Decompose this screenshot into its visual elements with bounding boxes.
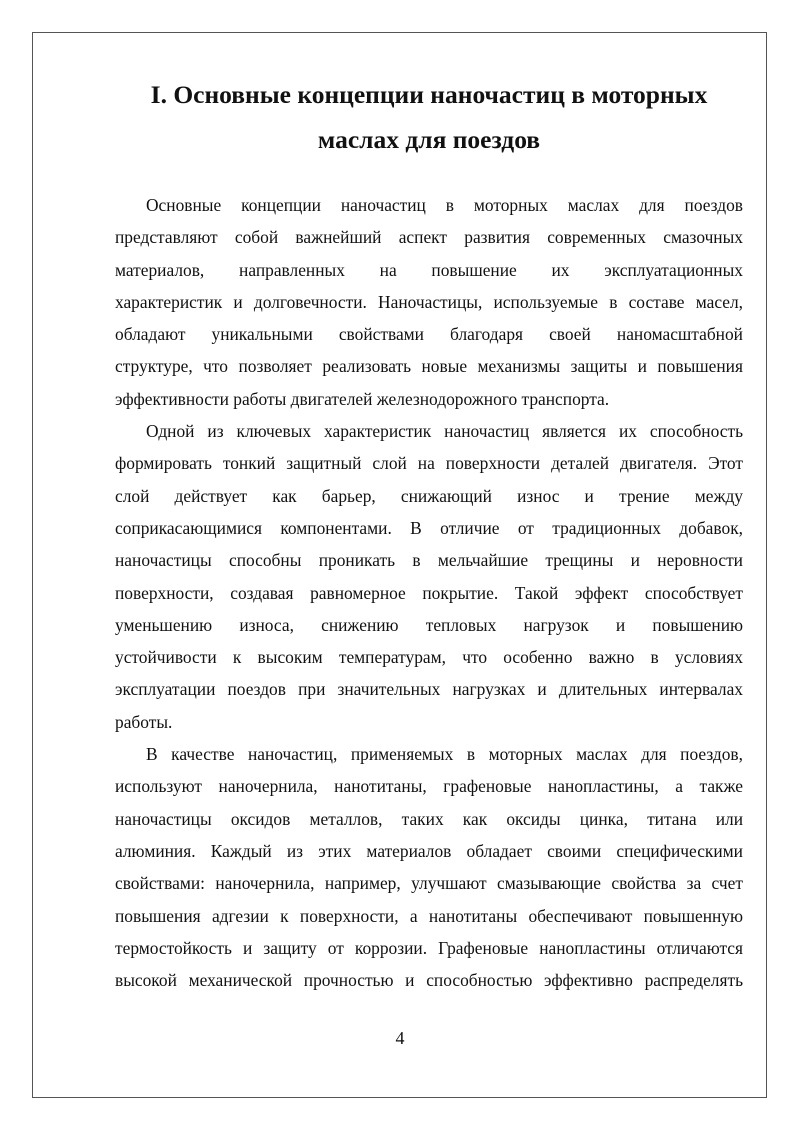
section-heading [115, 72, 743, 162]
paragraph-line: термостойкость и защиту от коррозии. Графеновые нанопластины отличаются [115, 937, 743, 958]
paragraph-line: эксплуатации поездов при значительных нагрузках и длительных интервалах [115, 679, 743, 700]
heading-line-1: I. Основные концепции наночастиц в моторных [150, 80, 708, 109]
paragraph-line: структуре, что позволяет реализовать новые механизмы защиты и повышения [115, 356, 743, 377]
paragraph [115, 189, 743, 415]
page-number: 4 [395, 1028, 405, 1048]
paragraph-line: эффективности работы двигателей железнодорожного транспорта. [115, 388, 610, 409]
paragraph-line: слой действует как барьер, снижающий износ и трение между [115, 485, 743, 506]
paragraph-line: Основные концепции наночастиц в моторных маслах для поездов [146, 195, 743, 215]
paragraph-line: поверхности, создавая равномерное покрытие. Такой эффект способствует [115, 582, 743, 603]
paragraph-line: свойствами: наночернила, например, улучшают смазывающие свойства за счет [115, 873, 743, 894]
paragraph-line: материалов, направленных на повышение их эксплуатационных [115, 259, 743, 280]
paragraph-line: устойчивости к высоким температурам, что особенно важно в условиях [115, 647, 743, 668]
paragraph-line: наночастицы оксидов металлов, таких как оксиды цинка, титана или [115, 808, 743, 829]
paragraph-line: формировать тонкий защитный слой на поверхности деталей двигателя. Этот [115, 453, 743, 474]
body-text [115, 189, 743, 996]
paragraph-line: алюминия. Каждый из этих материалов обладает своими специфическими [115, 840, 743, 861]
paragraph-line: В качестве наночастиц, применяемых в моторных маслах для поездов, [146, 744, 743, 765]
paragraph [115, 415, 743, 738]
paragraph-line: обладают уникальными свойствами благодаря своей наномасштабной [115, 324, 743, 345]
paragraph-line: Одной из ключевых характеристик наночастиц является их способность [146, 421, 743, 442]
paragraph-line: используют наночернила, нанотитаны, графеновые нанопластины, а также [115, 776, 743, 797]
paragraph-line: соприкасающимися компонентами. В отличие от традиционных добавок, [115, 517, 743, 538]
heading-line-2: маслах для поездов [317, 125, 541, 154]
paragraph-line: представляют собой важнейший аспект развития современных смазочных [115, 227, 743, 248]
paragraph-line: характеристик и долговечности. Наночастицы, используемые в составе масел, [115, 291, 743, 312]
paragraph [115, 738, 743, 996]
paragraph-line: уменьшению износа, снижению тепловых нагрузок и повышению [115, 614, 743, 635]
paragraph-line: работы. [115, 711, 173, 732]
paragraph-line: высокой механической прочностью и способностью эффективно распределять [115, 970, 743, 991]
paragraph-line: повышения адгезии к поверхности, а нанотитаны обеспечивают повышенную [115, 905, 743, 926]
paragraph-line: наночастицы способны проникать в мельчайшие трещины и неровности [115, 550, 743, 571]
